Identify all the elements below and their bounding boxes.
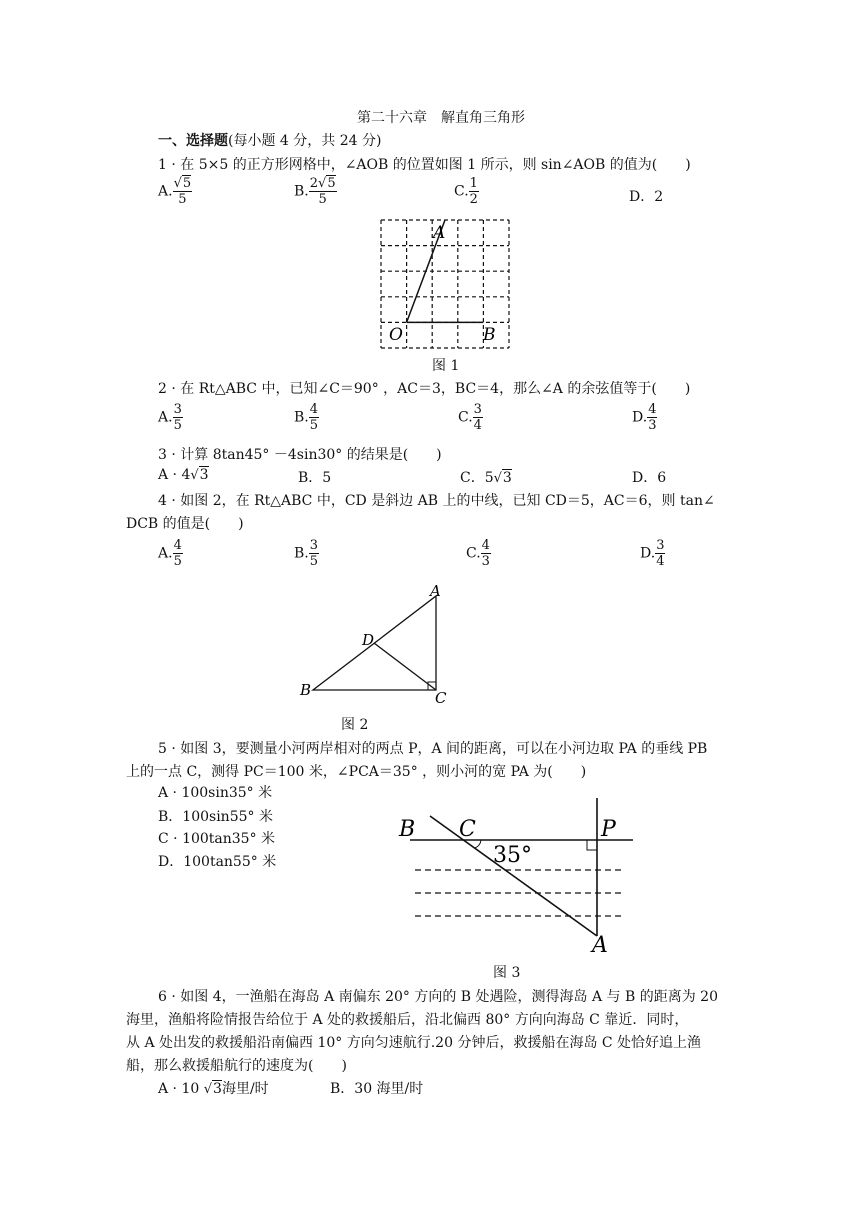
q6-option-b: B．30 海里/时	[330, 1081, 424, 1097]
figure-1-caption: 图 1	[432, 358, 460, 374]
q1-option-a: A. $\frac{√5}{5}$	[158, 176, 192, 207]
fig3-label-b: B	[399, 817, 416, 842]
figure-1	[375, 216, 515, 350]
q1-option-d: D．2	[629, 189, 664, 205]
q1-option-c: C. $\frac{1}{2}$	[454, 176, 478, 207]
q2-stem: 2 · 在 Rt△ABC 中，已知∠C＝90° ，AC＝3，BC＝4，那么∠A 的余弦值等于( )	[158, 381, 691, 397]
q5-option-d: D．100tan55° 米	[158, 854, 277, 870]
q2-option-d: D. $\frac{4}{3}$	[632, 402, 657, 433]
right-angle-mark-p	[587, 840, 597, 850]
q5-option-c: C · 100tan35° 米	[158, 831, 276, 847]
q4-option-c: C. $\frac{4}{3}$	[466, 538, 490, 569]
fig2-label-a: A	[430, 582, 441, 600]
q2-option-b: B. $\frac{4}{5}$	[294, 402, 319, 433]
q1-stem: 1 · 在 5×5 的正方形网格中，∠AOB 的位置如图 1 所示，则 sin∠AOB 的值为( )	[158, 157, 691, 173]
figure-2	[295, 582, 455, 708]
figure-3	[395, 796, 640, 956]
fig3-label-a: A	[592, 933, 608, 956]
q6-line2: 海里，渔船将险情报告给位于 A 处的救援船后，沿北偏西 80° 方向向海岛 C 靠近．同时，	[126, 1012, 689, 1028]
fig3-label-c: C	[459, 817, 476, 842]
section-title: 一、选择题	[158, 133, 228, 149]
section-note: (每小题 4 分，共 24 分)	[228, 133, 382, 149]
q4-option-d: D. $\frac{3}{4}$	[640, 538, 665, 569]
q5-option-a: A · 100sin35° 米	[158, 785, 273, 801]
q5-stem-line2: 上的一点 C，测得 PC＝100 米，∠PCA＝35° ，则小河的宽 PA 为( )	[126, 764, 587, 780]
fig2-label-d: D	[362, 631, 375, 649]
q6-line3: 从 A 处出发的救援船沿南偏西 10° 方向匀速航行.20 分钟后，救援船在海岛 C 处恰好追上渔	[126, 1035, 702, 1051]
fig3-angle-label: 35°	[493, 843, 532, 868]
q1-option-b: B. $\frac{2√5}{5}$	[294, 176, 336, 207]
fig2-label-b: B	[300, 681, 312, 699]
q6-line1: 6 · 如图 4，一渔船在海岛 A 南偏东 20° 方向的 B 处遇险，测得海岛 A 与 B 的距离为 20	[158, 989, 718, 1005]
section-header	[158, 130, 381, 150]
q6-option-a: A · 10 √3海里/时	[158, 1081, 269, 1097]
figure-2-caption: 图 2	[341, 717, 369, 733]
q4-option-a: A. $\frac{4}{5}$	[158, 538, 182, 569]
q4-stem-line1: 4 · 如图 2，在 Rt△ABC 中，CD 是斜边 AB 上的中线，已知 CD＝5，AC＝6，则 tan∠	[158, 493, 715, 509]
q4-stem-line2: DCB 的值是( )	[126, 516, 244, 532]
q3-option-c: C．5√3	[460, 470, 512, 486]
q5-option-b: B．100sin55° 米	[158, 809, 273, 825]
q2-option-a: A. $\frac{3}{5}$	[158, 402, 182, 433]
line-ca	[430, 816, 597, 936]
fig1-label-a: A	[433, 223, 446, 243]
fig1-label-b: B	[483, 325, 496, 345]
q2-option-c: C. $\frac{3}{4}$	[458, 402, 482, 433]
q3-option-d: D．6	[632, 470, 667, 486]
q5-stem-line1: 5 · 如图 3，要测量小河两岸相对的两点 P，A 间的距离，可以在小河边取 PA 的垂线 PB	[158, 741, 708, 757]
page-title: 第二十六章 解直角三角形	[357, 110, 525, 126]
q6-line4: 船，那么救援船航行的速度为( )	[126, 1058, 347, 1074]
figure-3-caption: 图 3	[493, 965, 521, 981]
median-cd	[374, 643, 436, 690]
fig2-label-c: C	[435, 689, 447, 707]
angle-arc-c	[475, 840, 481, 848]
q3-option-b: B．5	[298, 470, 332, 486]
fig1-label-o: O	[389, 325, 403, 345]
q3-stem: 3 · 计算 8tan45° －4sin30° 的结果是( )	[158, 447, 442, 463]
q3-option-a: A · 4√3	[158, 467, 209, 483]
q4-option-b: B. $\frac{3}{5}$	[294, 538, 319, 569]
fig3-label-p: P	[601, 817, 616, 842]
